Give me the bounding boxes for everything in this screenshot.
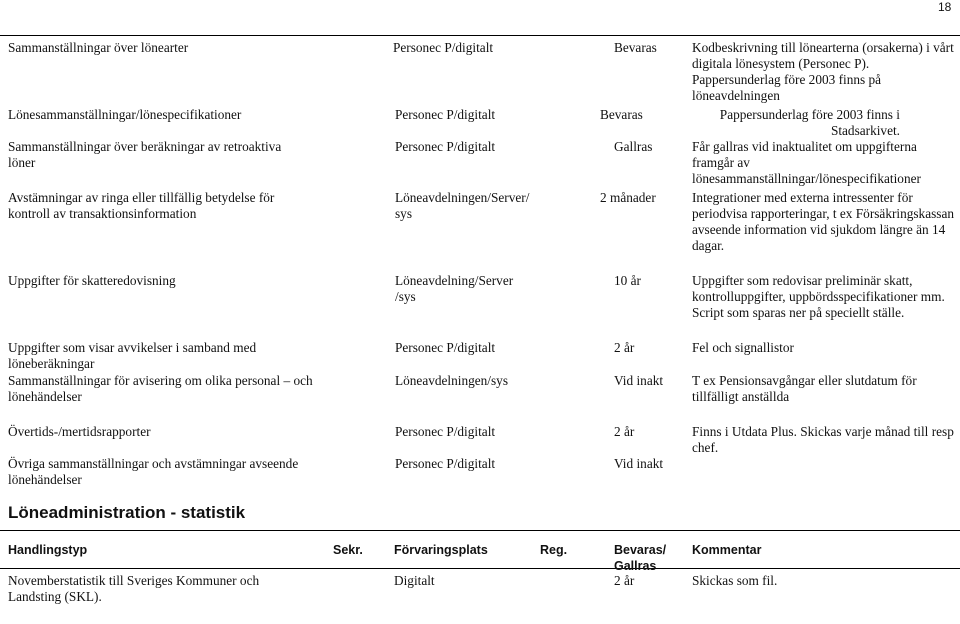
table-cell: Finns i Utdata Plus. Skickas varje månad till resp chef.: [692, 424, 954, 455]
table-header-handlingstyp: Handlingstyp: [8, 543, 88, 557]
table-cell: Löneavdelning/Server /sys: [395, 273, 514, 304]
table-cell: Övriga sammanställningar och avstämningar avseende lönehändelser: [8, 456, 299, 487]
table-cell: Personec P/digitalt: [393, 40, 494, 55]
table-cell: Personec P/digitalt: [395, 139, 496, 154]
table-cell: Integrationer med externa intressenter för periodvisa rapporteringar, t ex Försäkringskassan avseende information vid sjukdom längre än 14 dagar.: [692, 190, 955, 253]
table-rule: [0, 35, 960, 36]
table-cell: Personec P/digitalt: [395, 424, 496, 439]
table-cell: Skickas som fil.: [692, 573, 778, 588]
table-cell: Fel och signallistor: [692, 340, 794, 355]
table-cell: Sammanställningar för avisering om olika personal – och lönehändelser: [8, 373, 313, 404]
table-cell: Gallras: [614, 139, 653, 154]
table-cell: Uppgifter som visar avvikelser i samband med löneberäkningar: [8, 340, 257, 371]
table-rule: [0, 568, 960, 569]
table-cell: 2 år: [614, 340, 635, 355]
table-cell: Digitalt: [394, 573, 435, 588]
table-cell: Vid inakt: [614, 373, 664, 388]
table-cell: Uppgifter för skatteredovisning: [8, 273, 176, 288]
table-cell: Bevaras: [600, 107, 643, 122]
table-rule: [0, 530, 960, 531]
table-cell: 2 år: [614, 573, 635, 588]
table-cell: Löneavdelningen/sys: [395, 373, 508, 388]
page-number: 18: [938, 0, 952, 14]
table-header-sekr: Sekr.: [333, 543, 363, 557]
table-cell: Löneavdelningen/Server/sys: [395, 190, 530, 221]
table-cell: Vid inakt: [614, 456, 664, 471]
table-cell: Personec P/digitalt: [395, 456, 496, 471]
section-title: Löneadministration - statistik: [8, 503, 246, 522]
table-cell: Personec P/digitalt: [395, 107, 496, 122]
table-cell: Lönesammanställningar/lönespecifikationer: [8, 107, 242, 122]
table-cell: Sammanställningar över beräkningar av retroaktiva löner: [8, 139, 282, 170]
table-cell: 10 år: [614, 273, 641, 288]
table-header-bevaras-gallras: Bevaras/ Gallras: [614, 543, 667, 573]
table-cell: Bevaras: [614, 40, 657, 55]
table-cell: Får gallras vid inaktualitet om uppgifterna framgår av lönesammanställningar/lönespecifikationer: [692, 139, 921, 186]
table-cell: Avstämningar av ringa eller tillfällig betydelse för kontroll av transaktionsinformation: [8, 190, 275, 221]
table-header-forvaringsplats: Förvaringsplats: [394, 543, 488, 557]
table-cell: Personec P/digitalt: [395, 340, 496, 355]
table-cell: Pappersunderlag före 2003 finns i Stadsarkivet.: [719, 107, 900, 138]
table-cell: T ex Pensionsavgångar eller slutdatum för tillfälligt anställda: [692, 373, 917, 404]
table-cell: Novemberstatistik till Sveriges Kommuner och Landsting (SKL).: [8, 573, 260, 604]
table-cell: 2 månader: [600, 190, 656, 205]
table-cell: Övertids-/mertidsrapporter: [8, 424, 151, 439]
table-header-kommentar: Kommentar: [692, 543, 762, 557]
table-cell: Uppgifter som redovisar preliminär skatt, kontrolluppgifter, uppbördsspecifikationer mm. Script som sparas ner på speciellt ställe.: [692, 273, 945, 320]
table-cell: Kodbeskrivning till lönearterna (orsakerna) i vårt digitala lönesystem (Personec P). Pappersunderlag före 2003 finns på löneavdelningen: [692, 40, 954, 103]
table-cell: 2 år: [614, 424, 635, 439]
table-cell: Sammanställningar över lönearter: [8, 40, 189, 55]
table-header-reg: Reg.: [540, 543, 568, 557]
